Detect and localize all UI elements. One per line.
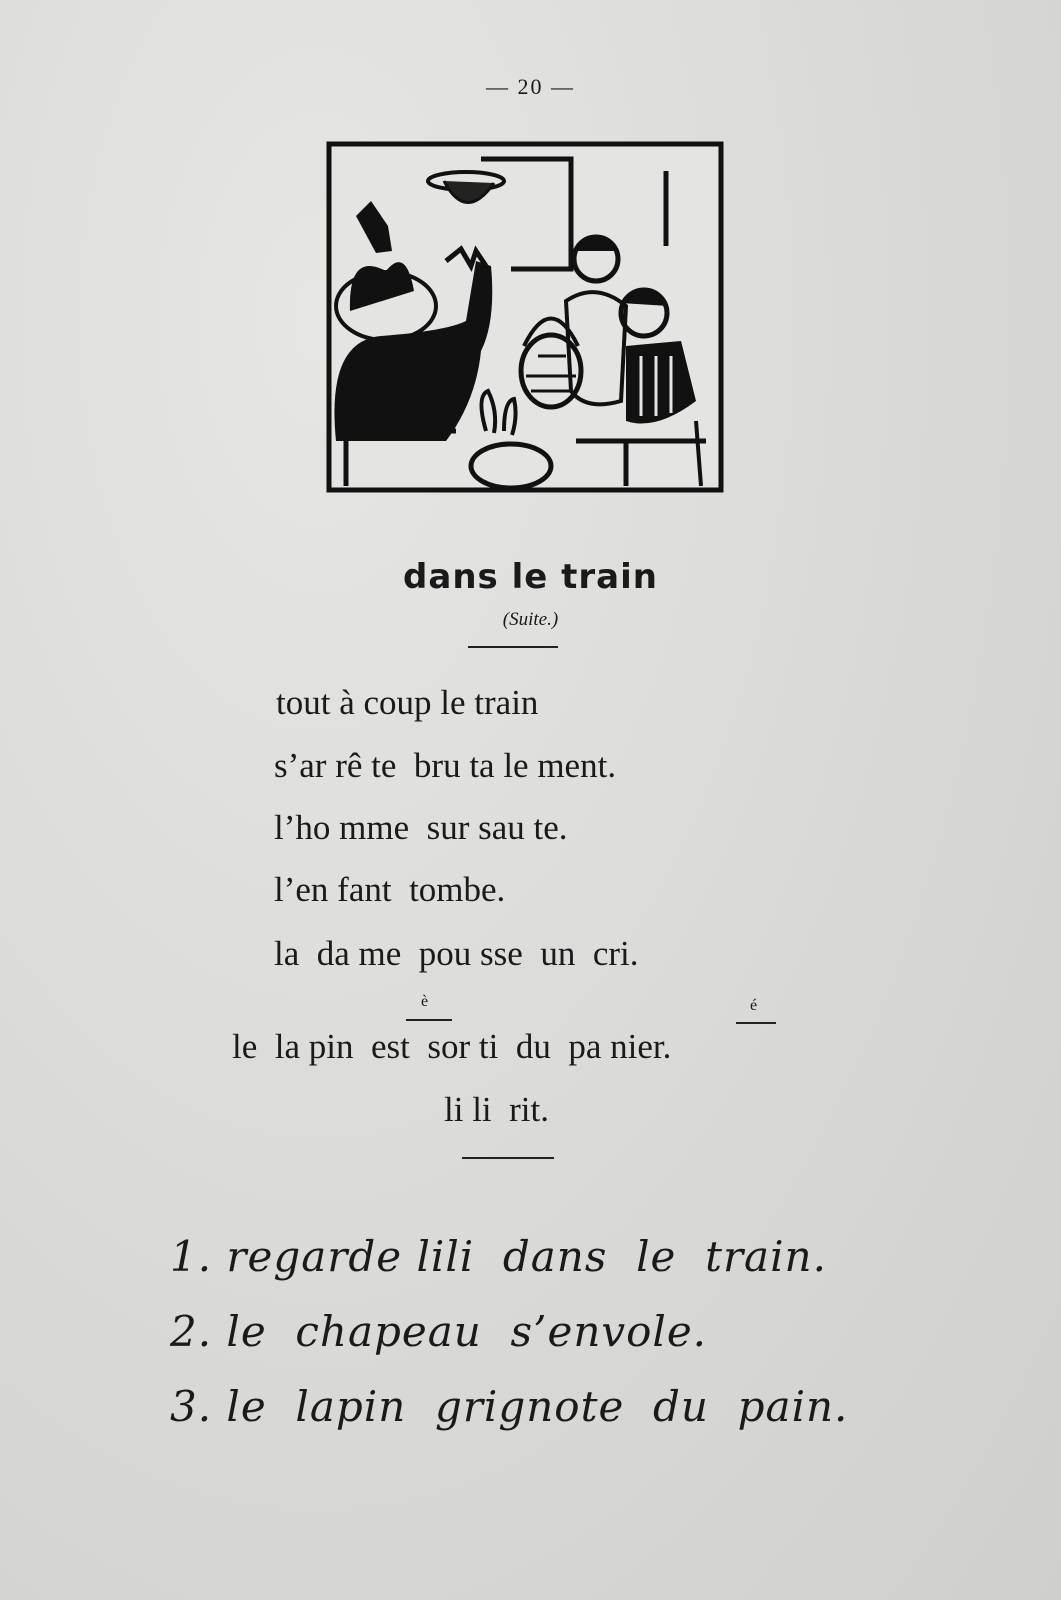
- exercise-line: 1. regarde lili dans le train.: [170, 1232, 827, 1281]
- reading-line: tout à coup le train: [276, 683, 539, 722]
- accent-bar: [406, 1019, 452, 1021]
- reading-line: l’ho mme sur sau te.: [274, 808, 568, 847]
- train-compartment-illustration: [326, 141, 724, 503]
- reading-line: s’ar rê te bru ta le ment.: [274, 746, 617, 785]
- reading-line: la da me pou sse un cri.: [274, 934, 639, 973]
- accent-mark: è: [421, 993, 429, 1010]
- title-divider: [468, 646, 558, 648]
- lesson-title: dans le train: [403, 557, 658, 597]
- reading-line: l’en fant tombe.: [274, 870, 506, 909]
- reading-line: li li rit.: [444, 1090, 549, 1129]
- accent-mark: é: [750, 997, 758, 1014]
- exercise-line: 3. le lapin grignote du pain.: [170, 1382, 849, 1431]
- reading-line: le la pin est sor ti du pa nier.: [232, 1027, 672, 1066]
- accent-bar: [736, 1022, 776, 1024]
- page-number: — 20 —: [486, 74, 575, 99]
- exercise-line: 2. le chapeau s’envole.: [170, 1307, 708, 1356]
- lesson-subtitle: (Suite.): [502, 609, 559, 630]
- section-divider: [462, 1157, 554, 1159]
